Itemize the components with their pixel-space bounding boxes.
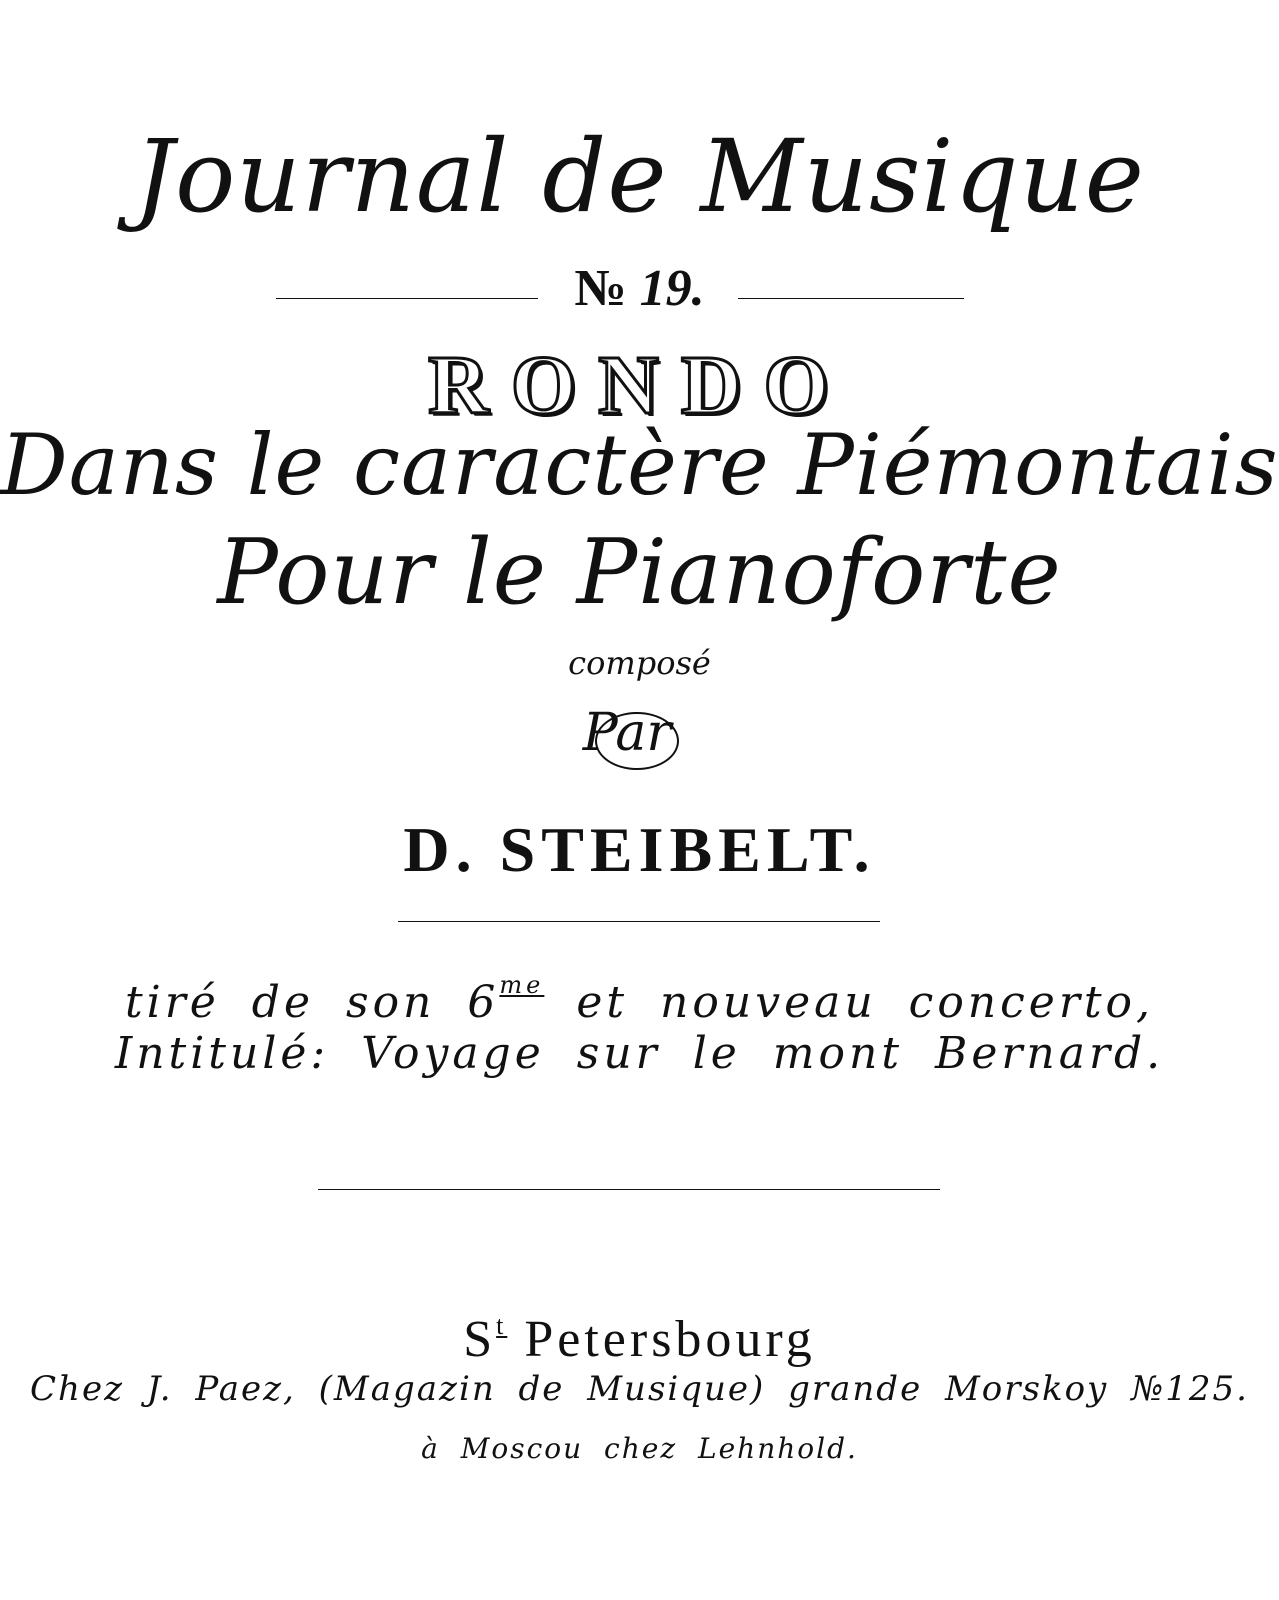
publisher-secondary: à Moscou chez Lehnhold. [421,1432,858,1465]
number-value: 19. [639,260,705,317]
composer-name: D. STEIBELT. [403,814,876,885]
source-suffix: et nouveau concerto, [544,977,1155,1028]
city-superscript: t [496,1311,508,1340]
publisher-address: Chez J. Paez, (Magazin de Musique) grande Morskoy №125. [30,1369,1249,1409]
number-symbol: № [574,260,627,317]
city-suffix: Petersbourg [507,1311,816,1368]
subtitle-character: Dans le caractère Piémontais [0,416,1279,514]
source-prefix: tiré de son 6 [124,977,500,1028]
par-label: Par [582,703,672,763]
composed-label: composé [568,644,711,682]
subtitle-instrument: Pour le Pianoforte [217,520,1062,625]
issue-number-row [0,254,1279,324]
par-monogram [567,694,687,772]
source-title: Intitulé: Voyage sur le mont Bernard. [114,1028,1165,1079]
journal-title: Journal de Musique [134,118,1145,235]
number-rule-right [738,298,964,299]
city-prefix: S [463,1311,497,1368]
divider-rule-upper [398,921,880,922]
issue-number [0,254,1279,324]
divider-rule-lower [318,1189,940,1190]
work-title: RONDO [428,339,851,432]
source-superscript: me [499,971,545,999]
